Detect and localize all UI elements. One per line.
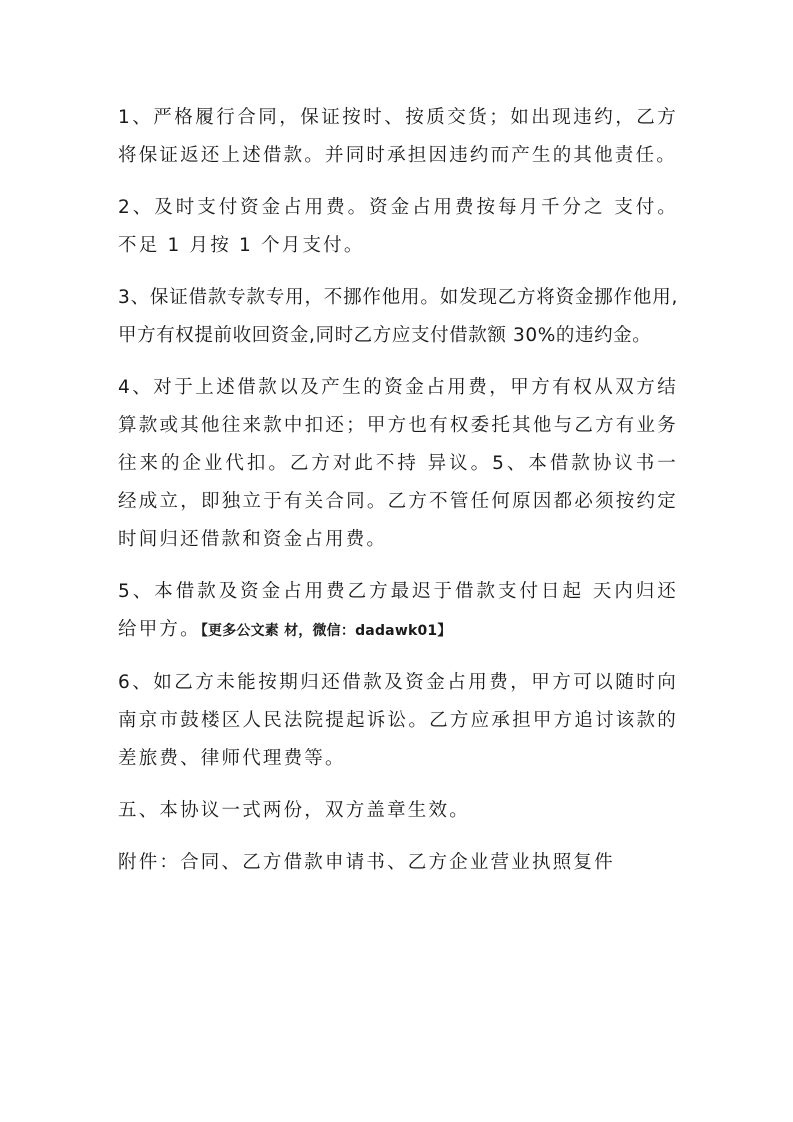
attachments-line: 附件：合同、乙方借款申请书、乙方企业营业执照复件 [118,852,615,873]
clause-5 [118,573,678,650]
clause-5-text: 5、本借款及资金占用费乙方最迟于借款支付日起 天内归还给甲方。 [118,581,678,640]
clause-1: 1、严格履行合同，保证按时、按质交货；如出现违约，乙方将保证返还上述借款。并同时承担因违约而产生的其他责任。 [118,107,678,166]
clause-agreement-copies: 五、本协议一式两份，双方盖章生效。 [118,800,470,821]
clause-2: 2、及时支付资金占用费。资金占用费按每月千分之 支付。不足 1 月按 1 个月支付。 [118,197,678,256]
clause-4: 4、对于上述借款以及产生的资金占用费，甲方有权从双方结算款或其他往来款中扣还；甲方也有权委托其他与乙方有业务往来的企业代扣。乙方对此不持 异议。5、本借款协议书一经成立，即独立于有关合同。乙方不管任何原因都必须按约定时间归还借款和资金占用费。 [118,377,678,550]
clause-3: 3、保证借款专款专用，不挪作他用。如发现乙方将资金挪作他用,甲方有权提前收回资金,同时乙方应支付借款额 30%的违约金。 [118,287,678,346]
document-body [118,99,678,896]
clause-6: 6、如乙方未能按期归还借款及资金占用费，甲方可以随时向南京市鼓楼区人民法院提起诉讼。乙方应承担甲方追讨该款的差旅费、律师代理费等。 [118,672,678,769]
clause-5-note: 【更多公文素 材，微信：dadawk01】 [200,623,452,639]
